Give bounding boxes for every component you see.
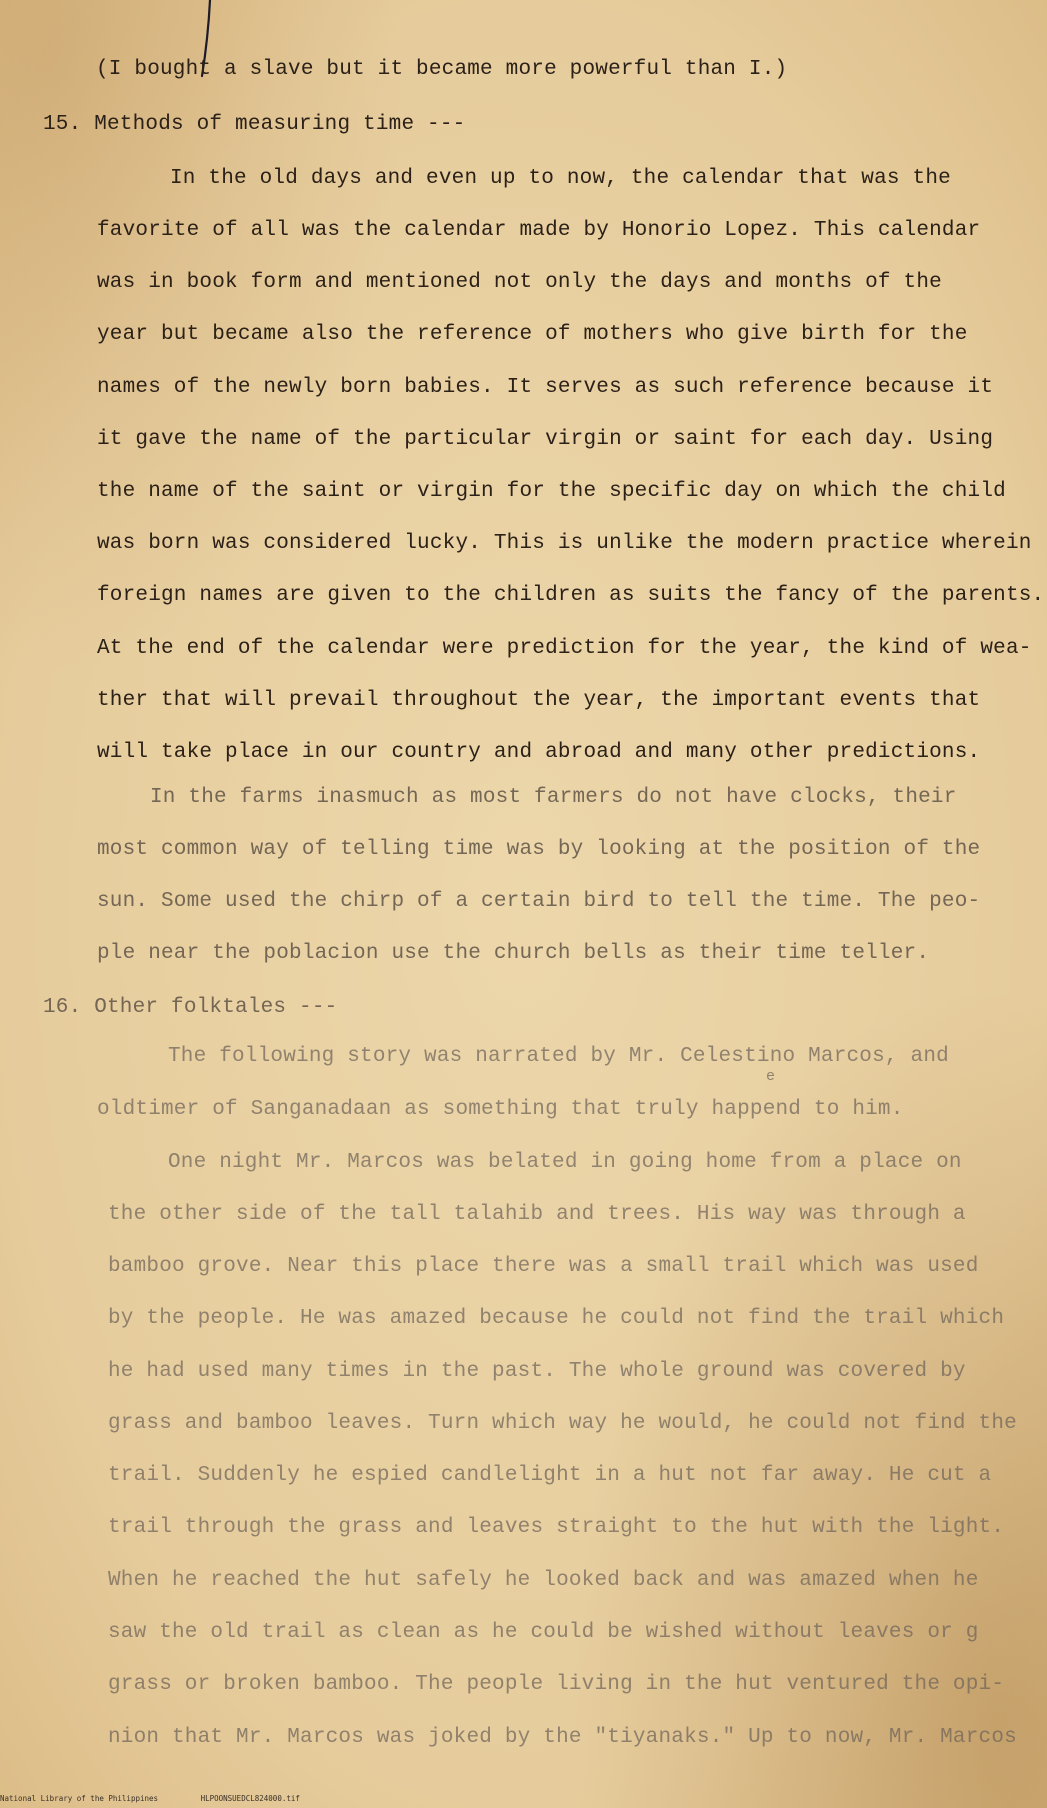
- text-line: When he reached the hut safely he looked back and was amazed when he: [108, 1569, 979, 1592]
- text-line: it gave the name of the particular virgin or saint for each day. Using: [97, 428, 994, 451]
- text-line: (I bought a slave but it became more powerful than I.): [96, 58, 788, 81]
- text-line: oldtimer of Sanganadaan as something that truly happend to him.: [97, 1098, 904, 1121]
- text-line: ple near the poblacion use the church bells as their time teller.: [97, 942, 930, 965]
- text-line: the other side of the tall talahib and trees. His way was through a: [108, 1203, 966, 1226]
- text-line: names of the newly born babies. It serves as such reference because it: [97, 376, 994, 399]
- section-heading-15: 15. Methods of measuring time ---: [43, 113, 466, 136]
- text-line: he had used many times in the past. The whole ground was covered by: [108, 1360, 966, 1383]
- text-line: ther that will prevail throughout the year, the important events that: [97, 689, 981, 712]
- text-line: In the old days and even up to now, the calendar that was the: [170, 167, 951, 190]
- text-line: grass and bamboo leaves. Turn which way he would, he could not find the: [108, 1412, 1017, 1435]
- file-identifier: HLPOONSUEDCL824000.tif: [200, 1794, 300, 1803]
- text-line: At the end of the calendar were prediction for the year, the kind of wea-: [97, 637, 1032, 660]
- text-line: by the people. He was amazed because he could not find the trail which: [108, 1307, 1005, 1330]
- text-line: The following story was narrated by Mr. Celestino Marcos, and: [168, 1045, 949, 1068]
- text-line: foreign names are given to the children as suits the fancy of the parents.: [97, 584, 1045, 607]
- text-line: One night Mr. Marcos was belated in going home from a place on: [168, 1151, 962, 1174]
- section-heading-16: 16. Other folktales ---: [43, 996, 338, 1019]
- text-line: grass or broken bamboo. The people living in the hut ventured the opi-: [108, 1673, 1005, 1696]
- text-line: sun. Some used the chirp of a certain bird to tell the time. The peo-: [97, 890, 981, 913]
- text-line: trail. Suddenly he espied candlelight in a hut not far away. He cut a: [108, 1464, 992, 1487]
- text-line: nion that Mr. Marcos was joked by the "tiyanaks." Up to now, Mr. Marcos: [108, 1726, 1017, 1749]
- text-line: was born was considered lucky. This is unlike the modern practice wherein: [97, 532, 1032, 555]
- text-line: the name of the saint or virgin for the specific day on which the child: [97, 480, 1006, 503]
- text-line: will take place in our country and abroad and many other predictions.: [97, 741, 981, 764]
- library-credit: National Library of the Philippines: [0, 1794, 159, 1803]
- text-line: most common way of telling time was by looking at the position of the: [97, 838, 981, 861]
- inserted-correction-letter: e: [766, 1068, 776, 1085]
- text-line: year but became also the reference of mothers who give birth for the: [97, 323, 968, 346]
- text-line: In the farms inasmuch as most farmers do not have clocks, their: [150, 786, 957, 809]
- scan-footer: [0, 1794, 338, 1803]
- text-line: bamboo grove. Near this place there was a small trail which was used: [108, 1255, 979, 1278]
- text-line: was in book form and mentioned not only the days and months of the: [97, 271, 942, 294]
- text-line: favorite of all was the calendar made by Honorio Lopez. This calendar: [97, 219, 981, 242]
- text-line: saw the old trail as clean as he could be wished without leaves or g: [108, 1621, 979, 1644]
- text-line: trail through the grass and leaves straight to the hut with the light.: [108, 1516, 1005, 1539]
